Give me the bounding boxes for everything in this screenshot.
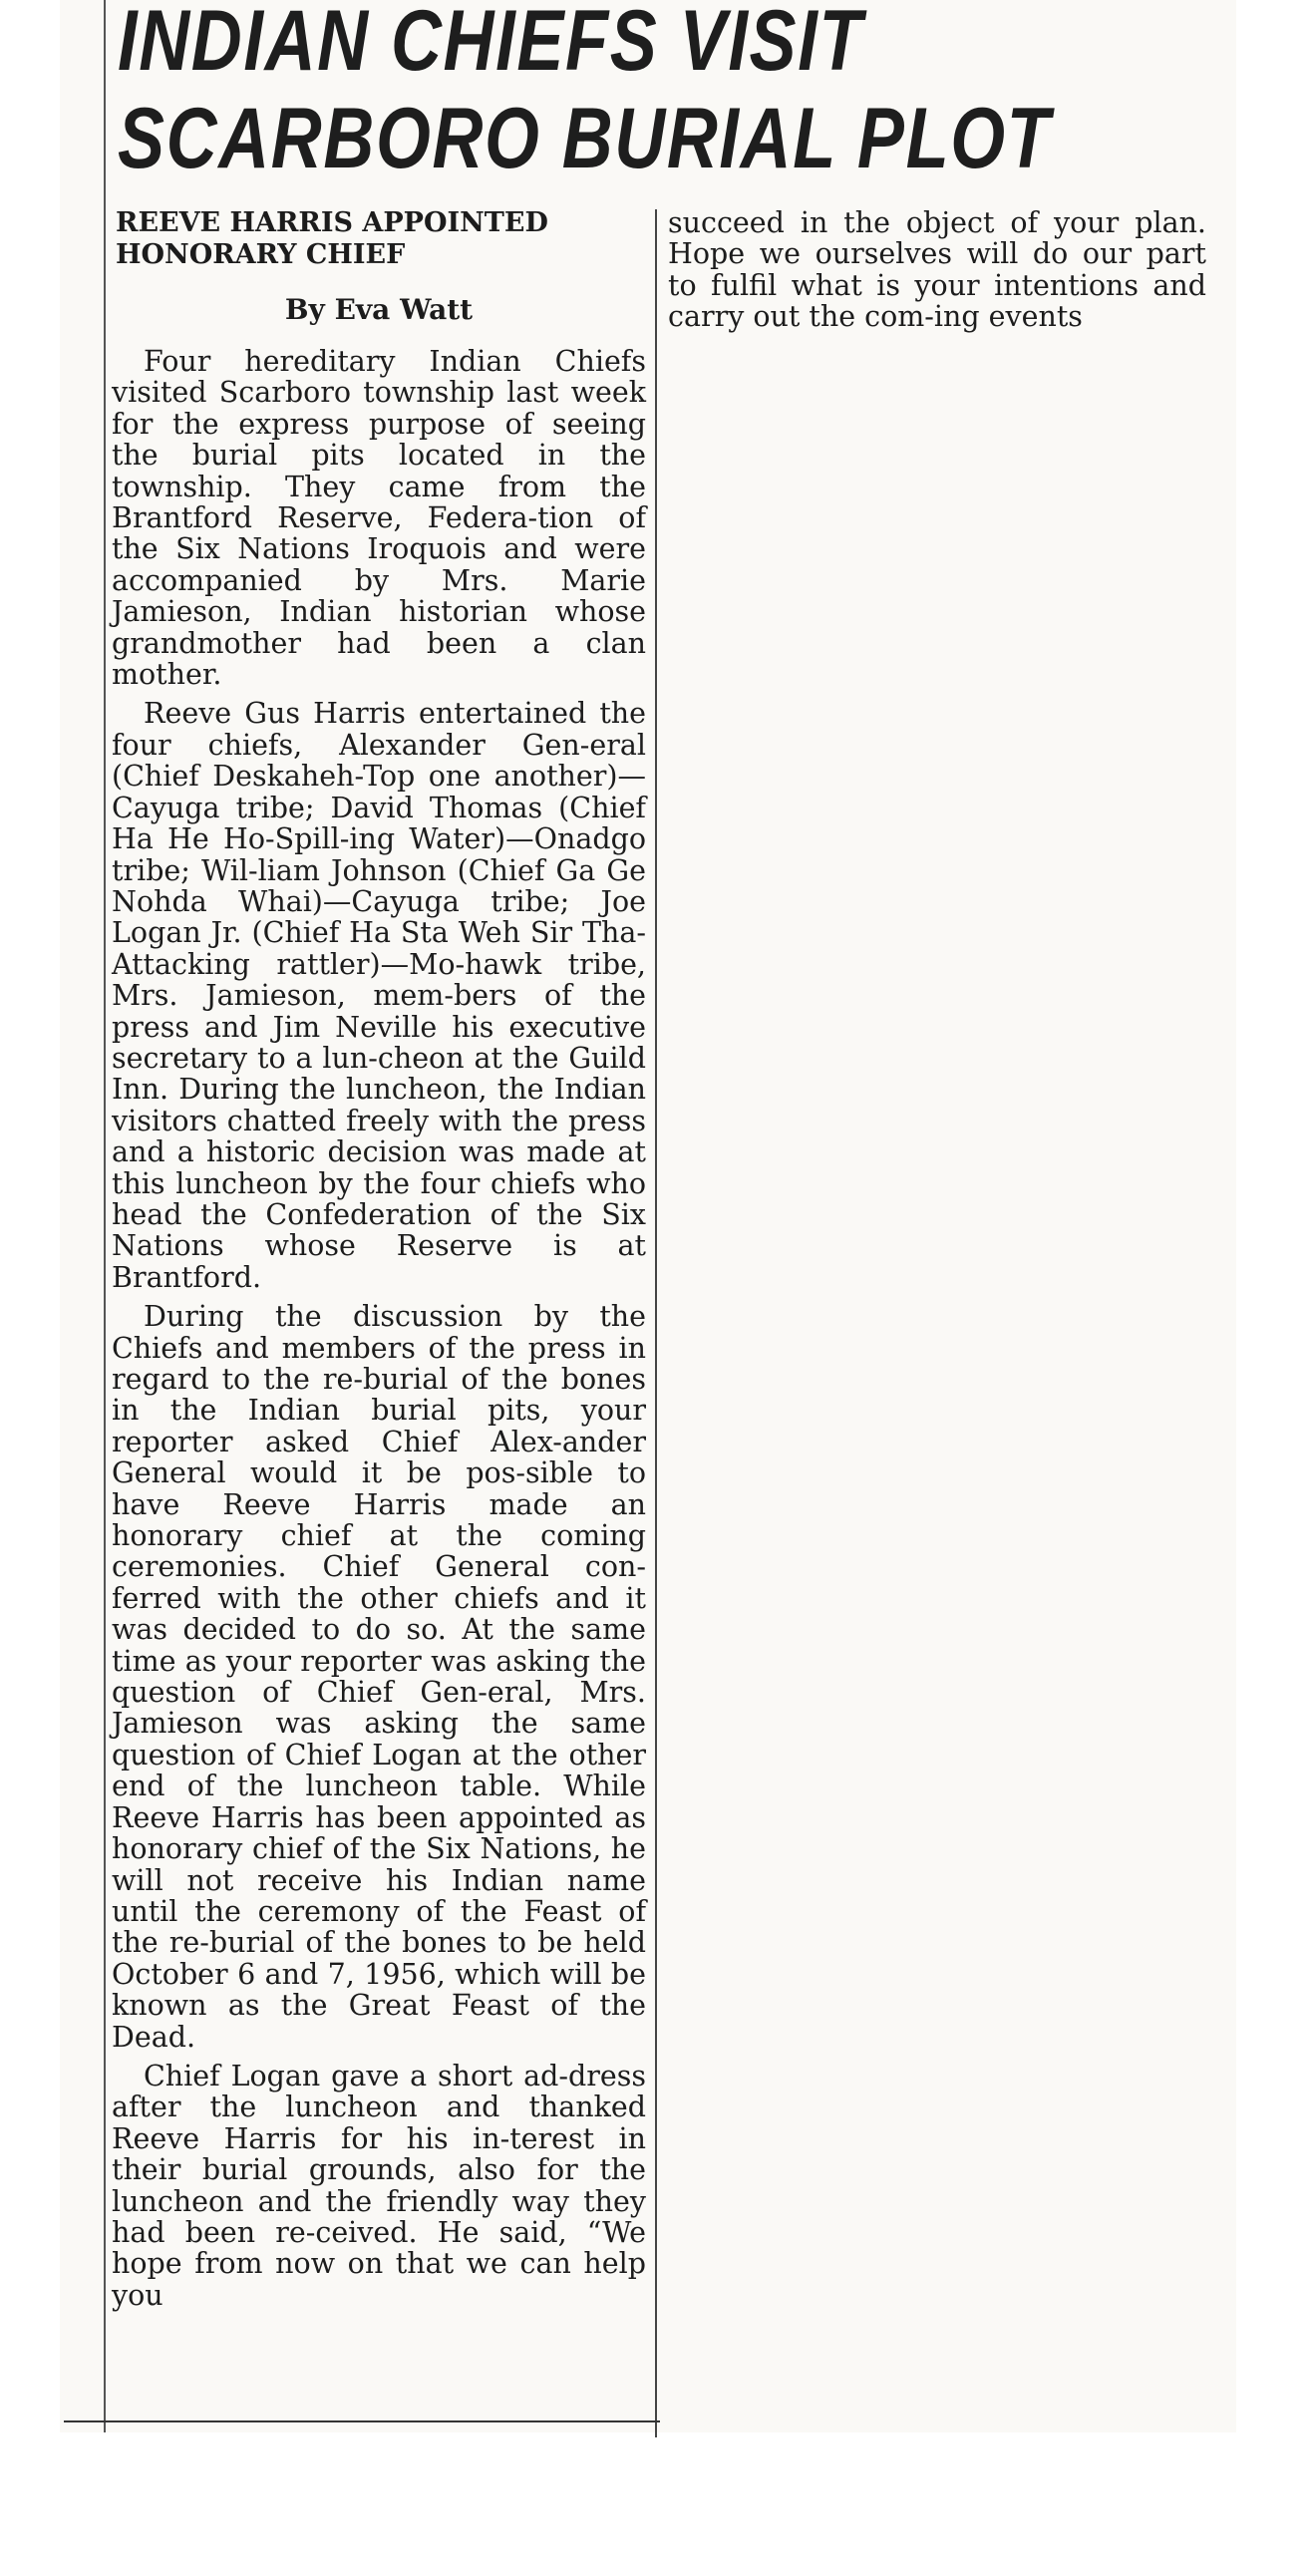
paragraph-2: Reeve Gus Harris entertained the four chiefs, Alexander Gen-eral (Chief Deskaheh-Top one another)—Cayuga tribe; David Thomas (Chief Ha He Ho-Spill-ing Water)—Onadgo tribe; Wil-liam Johnson (Chief Ga Ge Nohda Whai)—Cayuga tribe; Joe Logan Jr. (Chief Ha Sta Weh Sir Tha-Attacking rattler)—Mo-hawk tribe, Mrs. Jamieson, mem-bers of the press and Jim Neville his executive secretary to a lun-cheon at the Guild Inn. During the luncheon, the Indian visitors chatted freely with the press and a historic decision was made at this luncheon by the four chiefs who head the Confederation of the Six Nations whose Reserve is at Brantford. (112, 697, 646, 1294)
left-column-rule (104, 0, 106, 2432)
subheadline: REEVE HARRIS APPOINTED HONORARY CHIEF (116, 207, 548, 270)
column-divider-rule (655, 209, 657, 2437)
article-column-2 (668, 207, 1206, 341)
paragraph-3: During the discussion by the Chiefs and members of the press in regard to the re-burial of the bones in the Indian burial pits, your reporter asked Chief Alex-ander General would it be pos-sible to have Reeve Harris made an honorary chief at the coming ceremonies. Chief General con-ferred with the other chiefs and it was decided to do so. At the same time as your reporter was asking the question of Chief Gen-eral, Mrs. Jamieson was asking the same question of Chief Logan at the other end of the luncheon table. While Reeve Harris has been appointed as honorary chief of the Six Nations, he will not receive his Indian name until the ceremony of the Feast of the re-burial of the bones to be held October 6 and 7, 1956, which will be known as the Great Feast of the Dead. (112, 1300, 646, 2054)
article-column-1 (112, 207, 646, 2319)
paragraph-1: Four hereditary Indian Chiefs visited Scarboro township last week for the express purpose of seeing the burial pits located in the township. They came from the Brantford Reserve, Federa-tion of the Six Nations Iroquois and were accompanied by Mrs. Marie Jamieson, Indian historian whose grandmother had been a clan mother. (112, 345, 646, 692)
headline-line-2: SCARBORO BURIAL PLOT (118, 91, 1052, 186)
paragraph-4: Chief Logan gave a short ad-dress after the luncheon and thanked Reeve Harris for his in-terest in their burial grounds, also for the luncheon and the friendly way they had been re-ceived. He said, “We hope from now on that we can help you (112, 2059, 646, 2312)
byline: By Eva Watt (284, 293, 474, 326)
bottom-rule (64, 2420, 660, 2422)
continuation-paragraph: succeed in the object of your plan. Hope we ourselves will do our part to fulfil what is your intentions and carry out the com-ing events (668, 206, 1206, 334)
headline-line-1: INDIAN CHIEFS VISIT (118, 0, 864, 89)
headline (118, 0, 1052, 187)
